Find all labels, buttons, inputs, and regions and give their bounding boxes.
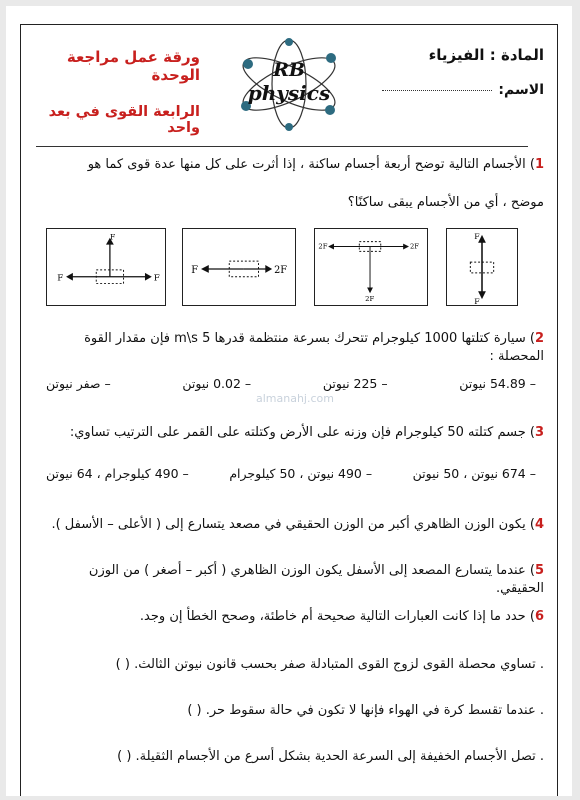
- statement-2[interactable]: . عندما تقسط كرة في الهواء فإنها لا تكون في حالة سقوط حر. ( ): [187, 703, 544, 718]
- force-label: 2F: [365, 295, 375, 304]
- title-line-2: الرابعة القوى في بعد واحد: [48, 104, 200, 136]
- force-diagram-1[interactable]: [46, 228, 166, 306]
- question-text: الأجسام التالية توضح أربعة أجسام ساكنة ، إذا أثرت على كل منها عدة قوى كما هو: [87, 157, 526, 172]
- force-diagram-4[interactable]: [446, 228, 518, 306]
- force-label: F: [474, 231, 480, 241]
- force-label: F: [474, 296, 480, 305]
- question-number: 4: [534, 517, 544, 532]
- option[interactable]: – صفر نيوتن: [46, 376, 111, 391]
- name-label: الاسم:: [498, 82, 544, 98]
- subject-label: المادة : الفيزياء: [428, 46, 544, 64]
- header-divider: [36, 146, 528, 147]
- force-diagram-2[interactable]: [182, 228, 296, 306]
- option[interactable]: – 0.02 نيوتن: [182, 376, 252, 391]
- option[interactable]: – 54.89 نيوتن: [459, 376, 536, 391]
- force-label: 2F: [274, 264, 288, 276]
- question-1-line-2: موضح ، أي من الأجسام يبقى ساكنًا؟: [347, 195, 544, 210]
- watermark: almanahj.com: [256, 392, 334, 405]
- question-text: حدد ما إذا كانت العبارات التالية صحيحة أم خاطئة، وصحح الخطأ إن وجد.: [139, 609, 526, 624]
- force-label: F: [109, 232, 116, 242]
- name-blank[interactable]: [382, 90, 492, 91]
- question-number: 5: [534, 563, 544, 578]
- option[interactable]: – 225 نيوتن: [322, 376, 388, 391]
- question-6: 6) حدد ما إذا كانت العبارات التالية صحيحة أم خاطئة، وصحح الخطأ إن وجد.: [139, 609, 544, 624]
- force-label: F: [57, 273, 64, 284]
- force-label: 2F: [409, 242, 420, 251]
- statement-1[interactable]: . تساوي محصلة القوى لزوج القوى المتبادلة صفر بحسب قانون نيوتن الثالث. ( ): [115, 657, 544, 672]
- question-text: عندما يتسارع المصعد إلى الأسفل يكون الوزن الظاهري ( أكبر – أصغر ) من الوزن الحقيقي.: [88, 563, 544, 596]
- question-1: 1) الأجسام التالية توضح أربعة أجسام ساكنة ، إذا أثرت على كل منها عدة قوى كما هو: [87, 157, 544, 172]
- force-label: F: [153, 273, 160, 284]
- question-number: 2: [534, 331, 544, 346]
- question-text: سيارة كتلتها 1000 كيلوجرام تتحرك بسرعة منتظمة قدرها 5 m\s فإن مقدار القوة المحصلة :: [84, 331, 544, 364]
- question-2-options: [46, 376, 536, 391]
- page-frame: [20, 24, 558, 796]
- worksheet-title: [30, 48, 200, 136]
- statement-3[interactable]: . تصل الأجسام الخفيفة إلى السرعة الحدية بشكل أسرع من الأجسام الثقيلة. ( ): [117, 749, 544, 764]
- question-text: يكون الوزن الظاهري أكبر من الوزن الحقيقي في مصعد يتسارع إلى ( الأعلى – الأسفل ).: [51, 517, 526, 532]
- force-label: 2F: [318, 242, 328, 251]
- rb-physics-logo: [234, 36, 344, 132]
- question-3: 3) جسم كتلته 50 كيلوجرام فإن وزنه على الأرض وكتلته على القمر على الترتيب تساوي:: [69, 425, 544, 440]
- option[interactable]: – 490 نيوتن ، 50 كيلوجرام: [229, 466, 373, 481]
- option[interactable]: – 674 نيوتن ، 50 نيوتن: [412, 466, 536, 481]
- logo-rb-text: RB: [273, 59, 305, 81]
- question-3-options: [46, 466, 536, 481]
- question-4: 4) يكون الوزن الظاهري أكبر من الوزن الحقيقي في مصعد يتسارع إلى ( الأعلى – الأسفل ).: [51, 517, 544, 532]
- worksheet-page: [6, 6, 572, 796]
- force-diagram-3[interactable]: [314, 228, 428, 306]
- question-number: 3: [534, 425, 544, 440]
- name-row: [382, 82, 544, 98]
- logo-physics-text: physics: [247, 81, 331, 105]
- question-number: 6: [534, 609, 544, 624]
- question-5: 5) عندما يتسارع المصعد إلى الأسفل يكون الوزن الظاهري ( أكبر – أصغر ) من الوزن الحقيقي.: [88, 563, 544, 596]
- header-info: [382, 46, 544, 98]
- option[interactable]: – 490 كيلوجرام ، 64 نيوتن: [46, 466, 189, 481]
- title-line-1: ورقة عمل مراجعة الوحدة: [66, 48, 200, 84]
- question-number: 1: [534, 157, 544, 172]
- force-label: F: [191, 264, 199, 276]
- question-2: 2) سيارة كتلتها 1000 كيلوجرام تتحرك بسرعة منتظمة قدرها 5 m\s فإن مقدار القوة المحصلة :: [84, 331, 544, 364]
- question-text: جسم كتلته 50 كيلوجرام فإن وزنه على الأرض وكتلته على القمر على الترتيب تساوي:: [69, 425, 526, 440]
